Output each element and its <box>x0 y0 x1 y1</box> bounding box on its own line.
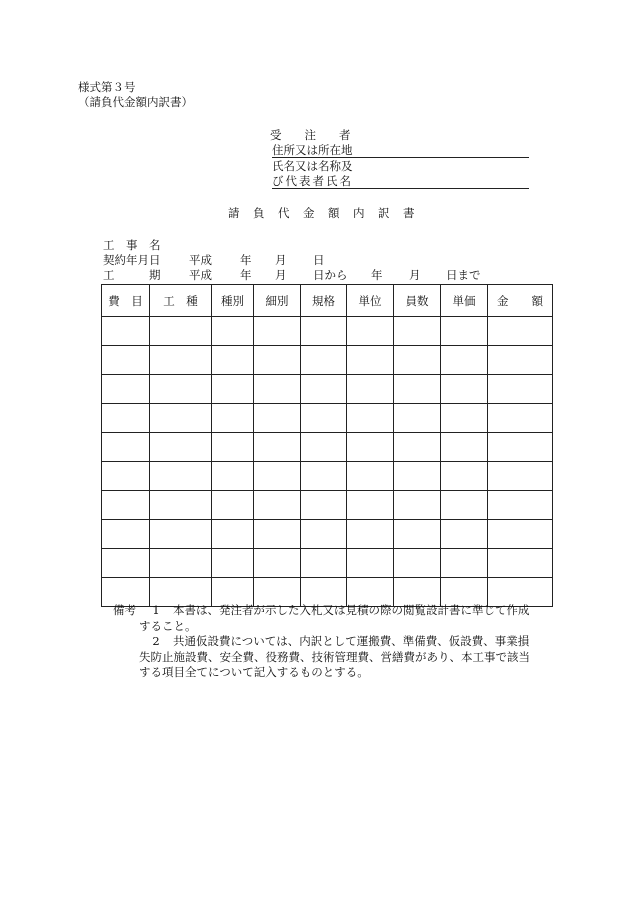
table-cell[interactable] <box>347 491 394 520</box>
period-from: 日から <box>313 268 348 282</box>
table-cell[interactable] <box>394 346 441 375</box>
contractor-label: 受 注 者 <box>270 128 351 142</box>
col-header-unit-price: 単価 <box>441 285 488 317</box>
notes-label: 備考 <box>113 603 136 617</box>
table-cell[interactable] <box>254 491 301 520</box>
note-2-continuation-2: する項目全てについて記入するものとする。 <box>139 665 369 679</box>
notes-section <box>113 603 563 681</box>
table-cell[interactable] <box>301 491 347 520</box>
address-label: 住所又は所在地 <box>272 143 353 157</box>
breakdown-table <box>101 284 553 607</box>
table-cell[interactable] <box>441 346 488 375</box>
table-cell[interactable] <box>150 549 212 578</box>
period-start-year: 年 <box>240 268 252 282</box>
table-cell[interactable] <box>254 520 301 549</box>
contract-date-month: 月 <box>275 253 287 267</box>
name-underline <box>272 188 529 189</box>
table-cell[interactable] <box>254 404 301 433</box>
table-cell[interactable] <box>212 433 254 462</box>
table-cell[interactable] <box>102 375 150 404</box>
period-end-month: 月 <box>409 268 421 282</box>
note-2-text: 共通仮設費については、内訳として運搬費、準備費、仮設費、事業損 <box>173 634 530 648</box>
form-number: 様式第３号 <box>78 80 136 94</box>
table-row <box>102 433 553 462</box>
name-label-line1: 氏名又は名称及 <box>272 159 353 173</box>
table-row <box>102 317 553 346</box>
table-cell[interactable] <box>212 520 254 549</box>
name-label-line2: び代表者氏名 <box>272 174 353 188</box>
table-cell[interactable] <box>441 549 488 578</box>
table-cell[interactable] <box>254 317 301 346</box>
table-cell[interactable] <box>347 520 394 549</box>
table-row <box>102 462 553 491</box>
note-1-number: 1 <box>152 603 160 617</box>
table-cell[interactable] <box>150 462 212 491</box>
table-cell[interactable] <box>441 520 488 549</box>
table-cell[interactable] <box>254 549 301 578</box>
table-cell[interactable] <box>488 462 553 491</box>
table-cell[interactable] <box>254 433 301 462</box>
note-2-number: 2 <box>152 634 160 648</box>
contract-date-era: 平成 <box>189 253 212 267</box>
table-cell[interactable] <box>488 549 553 578</box>
contract-date-label: 契約年月日 <box>103 253 161 267</box>
table-cell[interactable] <box>102 404 150 433</box>
table-cell[interactable] <box>212 462 254 491</box>
table-cell[interactable] <box>488 491 553 520</box>
table-cell[interactable] <box>394 491 441 520</box>
table-cell[interactable] <box>150 317 212 346</box>
col-header-subcategory: 細別 <box>254 285 301 317</box>
col-header-spec: 規格 <box>301 285 347 317</box>
table-cell[interactable] <box>301 462 347 491</box>
table-row <box>102 404 553 433</box>
table-row <box>102 375 553 404</box>
table-body <box>102 317 553 607</box>
table-row <box>102 520 553 549</box>
period-to: 日まで <box>446 268 481 282</box>
document-title: 請 負 代 金 額 内 訳 書 <box>228 206 416 220</box>
table-cell[interactable] <box>150 520 212 549</box>
table-cell[interactable] <box>488 404 553 433</box>
table-cell[interactable] <box>488 317 553 346</box>
table-cell[interactable] <box>212 375 254 404</box>
table-cell[interactable] <box>394 433 441 462</box>
table-cell[interactable] <box>441 404 488 433</box>
table-cell[interactable] <box>394 520 441 549</box>
table-cell[interactable] <box>347 346 394 375</box>
table-cell[interactable] <box>488 433 553 462</box>
table-cell[interactable] <box>347 404 394 433</box>
table-cell[interactable] <box>301 375 347 404</box>
table-cell[interactable] <box>102 549 150 578</box>
table-cell[interactable] <box>394 549 441 578</box>
table-row <box>102 549 553 578</box>
table-cell[interactable] <box>394 317 441 346</box>
table-row <box>102 346 553 375</box>
table-cell[interactable] <box>102 462 150 491</box>
table-cell[interactable] <box>301 520 347 549</box>
table-cell[interactable] <box>212 491 254 520</box>
table-cell[interactable] <box>301 404 347 433</box>
table-cell[interactable] <box>254 375 301 404</box>
table-cell[interactable] <box>347 375 394 404</box>
note-1-continuation: すること。 <box>139 618 197 633</box>
table-cell[interactable] <box>102 520 150 549</box>
table-cell[interactable] <box>488 520 553 549</box>
table-cell[interactable] <box>347 462 394 491</box>
address-underline <box>272 157 529 158</box>
table-cell[interactable] <box>212 317 254 346</box>
table-cell[interactable] <box>301 433 347 462</box>
table-cell[interactable] <box>102 346 150 375</box>
col-header-work-type: 工 種 <box>150 285 212 317</box>
table-cell[interactable] <box>347 549 394 578</box>
col-header-category: 種別 <box>212 285 254 317</box>
table-row <box>102 491 553 520</box>
table-cell[interactable] <box>347 433 394 462</box>
table-cell[interactable] <box>301 549 347 578</box>
table-cell[interactable] <box>488 375 553 404</box>
table-cell[interactable] <box>254 462 301 491</box>
contract-date-day: 日 <box>313 253 325 267</box>
table-cell[interactable] <box>102 491 150 520</box>
period-label: 工 期 <box>103 268 161 282</box>
table-cell[interactable] <box>347 317 394 346</box>
work-name-label: 工 事 名 <box>103 238 161 252</box>
table-cell[interactable] <box>394 404 441 433</box>
table-cell[interactable] <box>150 346 212 375</box>
period-era: 平成 <box>189 268 212 282</box>
period-start-month: 月 <box>275 268 287 282</box>
note-1-text: 本書は、発注者が示した入札又は見積の際の閲覧設計書に準じて作成 <box>173 603 530 617</box>
col-header-quantity: 員数 <box>394 285 441 317</box>
note-2-continuation-1: 失防止施設費、安全費、役務費、技術管理費、営繕費があり、本工事で該当 <box>139 649 530 664</box>
table-cell[interactable] <box>212 404 254 433</box>
table-cell[interactable] <box>150 433 212 462</box>
table-header-row <box>102 285 553 317</box>
table-cell[interactable] <box>301 317 347 346</box>
table-cell[interactable] <box>254 346 301 375</box>
table-cell[interactable] <box>212 346 254 375</box>
col-header-amount: 金 額 <box>488 285 553 317</box>
table-cell[interactable] <box>102 433 150 462</box>
table-cell[interactable] <box>301 346 347 375</box>
table-cell[interactable] <box>488 346 553 375</box>
table-cell[interactable] <box>441 491 488 520</box>
table-cell[interactable] <box>150 375 212 404</box>
col-header-expense-item: 費 目 <box>102 285 150 317</box>
form-subtitle: （請負代金額内訳書） <box>78 95 193 109</box>
table-cell[interactable] <box>441 433 488 462</box>
table-cell[interactable] <box>150 491 212 520</box>
period-end-year: 年 <box>371 268 383 282</box>
table-cell[interactable] <box>441 375 488 404</box>
table-cell[interactable] <box>102 317 150 346</box>
table-cell[interactable] <box>150 404 212 433</box>
table-cell[interactable] <box>394 375 441 404</box>
col-header-unit: 単位 <box>347 285 394 317</box>
table-cell[interactable] <box>212 549 254 578</box>
table-cell[interactable] <box>441 462 488 491</box>
contract-date-year: 年 <box>240 253 252 267</box>
table-cell[interactable] <box>441 317 488 346</box>
table-cell[interactable] <box>394 462 441 491</box>
